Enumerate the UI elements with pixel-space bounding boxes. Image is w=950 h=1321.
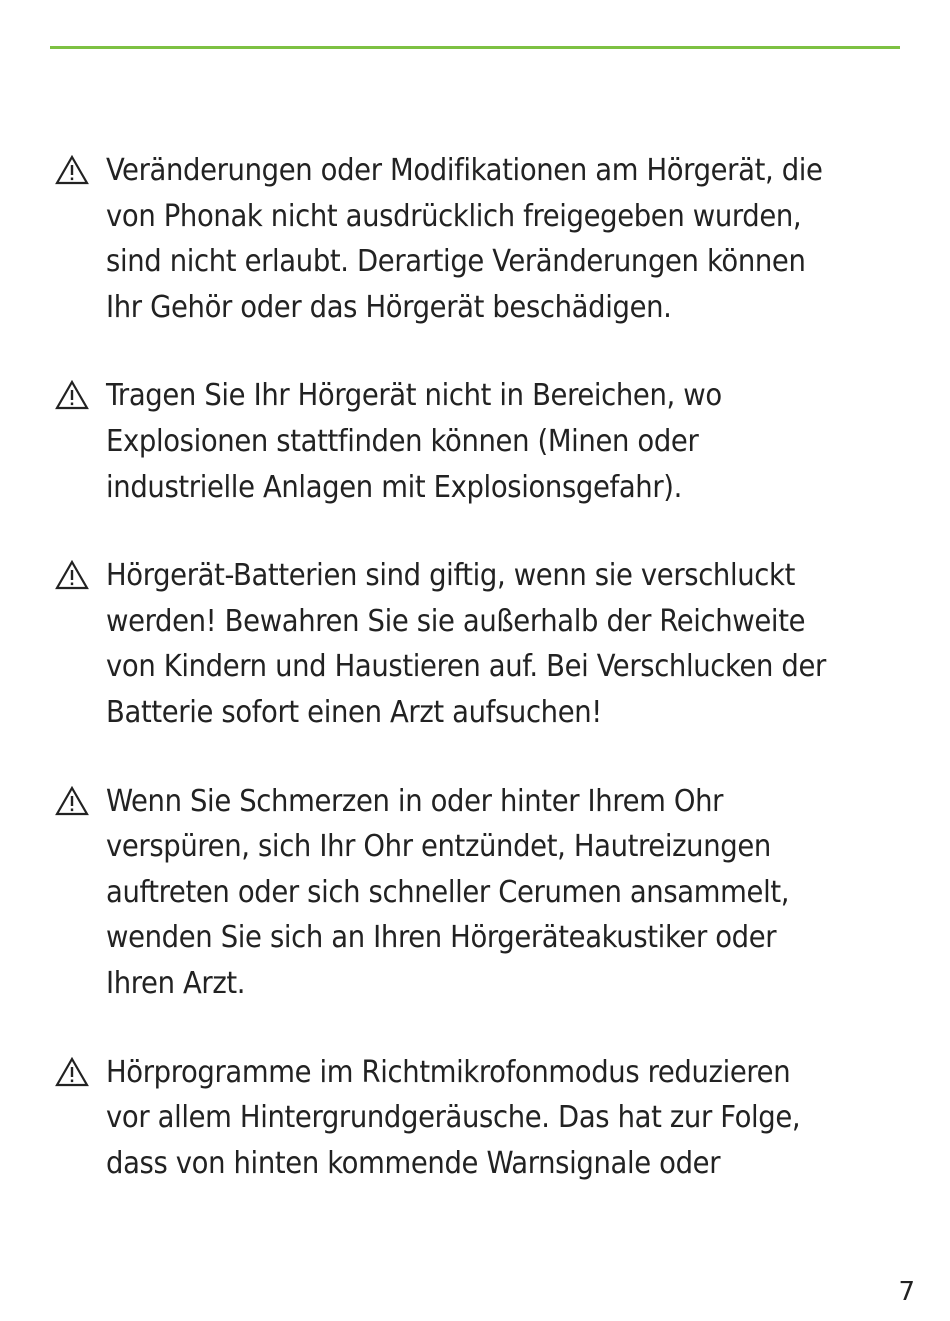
warning-item (55, 553, 915, 735)
warning-triangle-icon (55, 380, 89, 410)
top-divider (50, 46, 900, 49)
warning-item (55, 373, 915, 510)
warning-triangle-icon (55, 786, 89, 816)
warning-triangle-icon (55, 155, 89, 185)
warning-text: Tragen Sie Ihr Hörgerät nicht in Bereichen, wo Explosionen stattfinden können (Minen oder industrielle Anlagen mit Explosionsgefahr). (106, 378, 722, 505)
warning-triangle-icon (55, 560, 89, 590)
warning-text: Hörgerät-Batterien sind giftig, wenn sie verschluckt werden! Bewahren Sie sie außerhalb der Reichweite von Kindern und Haustieren auf. Bei Verschlucken der Batterie sofort einen Arzt aufsuchen! (106, 558, 826, 730)
warning-triangle-icon (55, 1057, 89, 1087)
warning-text: Hörprogramme im Richtmikrofonmodus reduzieren vor allem Hintergrundgeräusche. Das hat zur Folge, dass von hinten kommende Warnsignale oder (106, 1054, 801, 1181)
warning-item (55, 1050, 915, 1187)
warning-item (55, 148, 915, 330)
warning-list (55, 148, 915, 1229)
warning-item (55, 779, 915, 1007)
page-number: 7 (898, 1277, 915, 1307)
warning-text: Wenn Sie Schmerzen in oder hinter Ihrem Ohr verspüren, sich Ihr Ohr entzündet, Hautreizungen auftreten oder sich schneller Cerumen ansammelt, wenden Sie sich an Ihren Hörgeräteakustiker oder Ihren Arzt. (106, 783, 790, 1001)
warning-text: Veränderungen oder Modifikationen am Hörgerät, die von Phonak nicht ausdrücklich freigegeben wurden, sind nicht erlaubt. Derartige Veränderungen können Ihr Gehör oder das Hörgerät beschädigen. (106, 153, 823, 325)
